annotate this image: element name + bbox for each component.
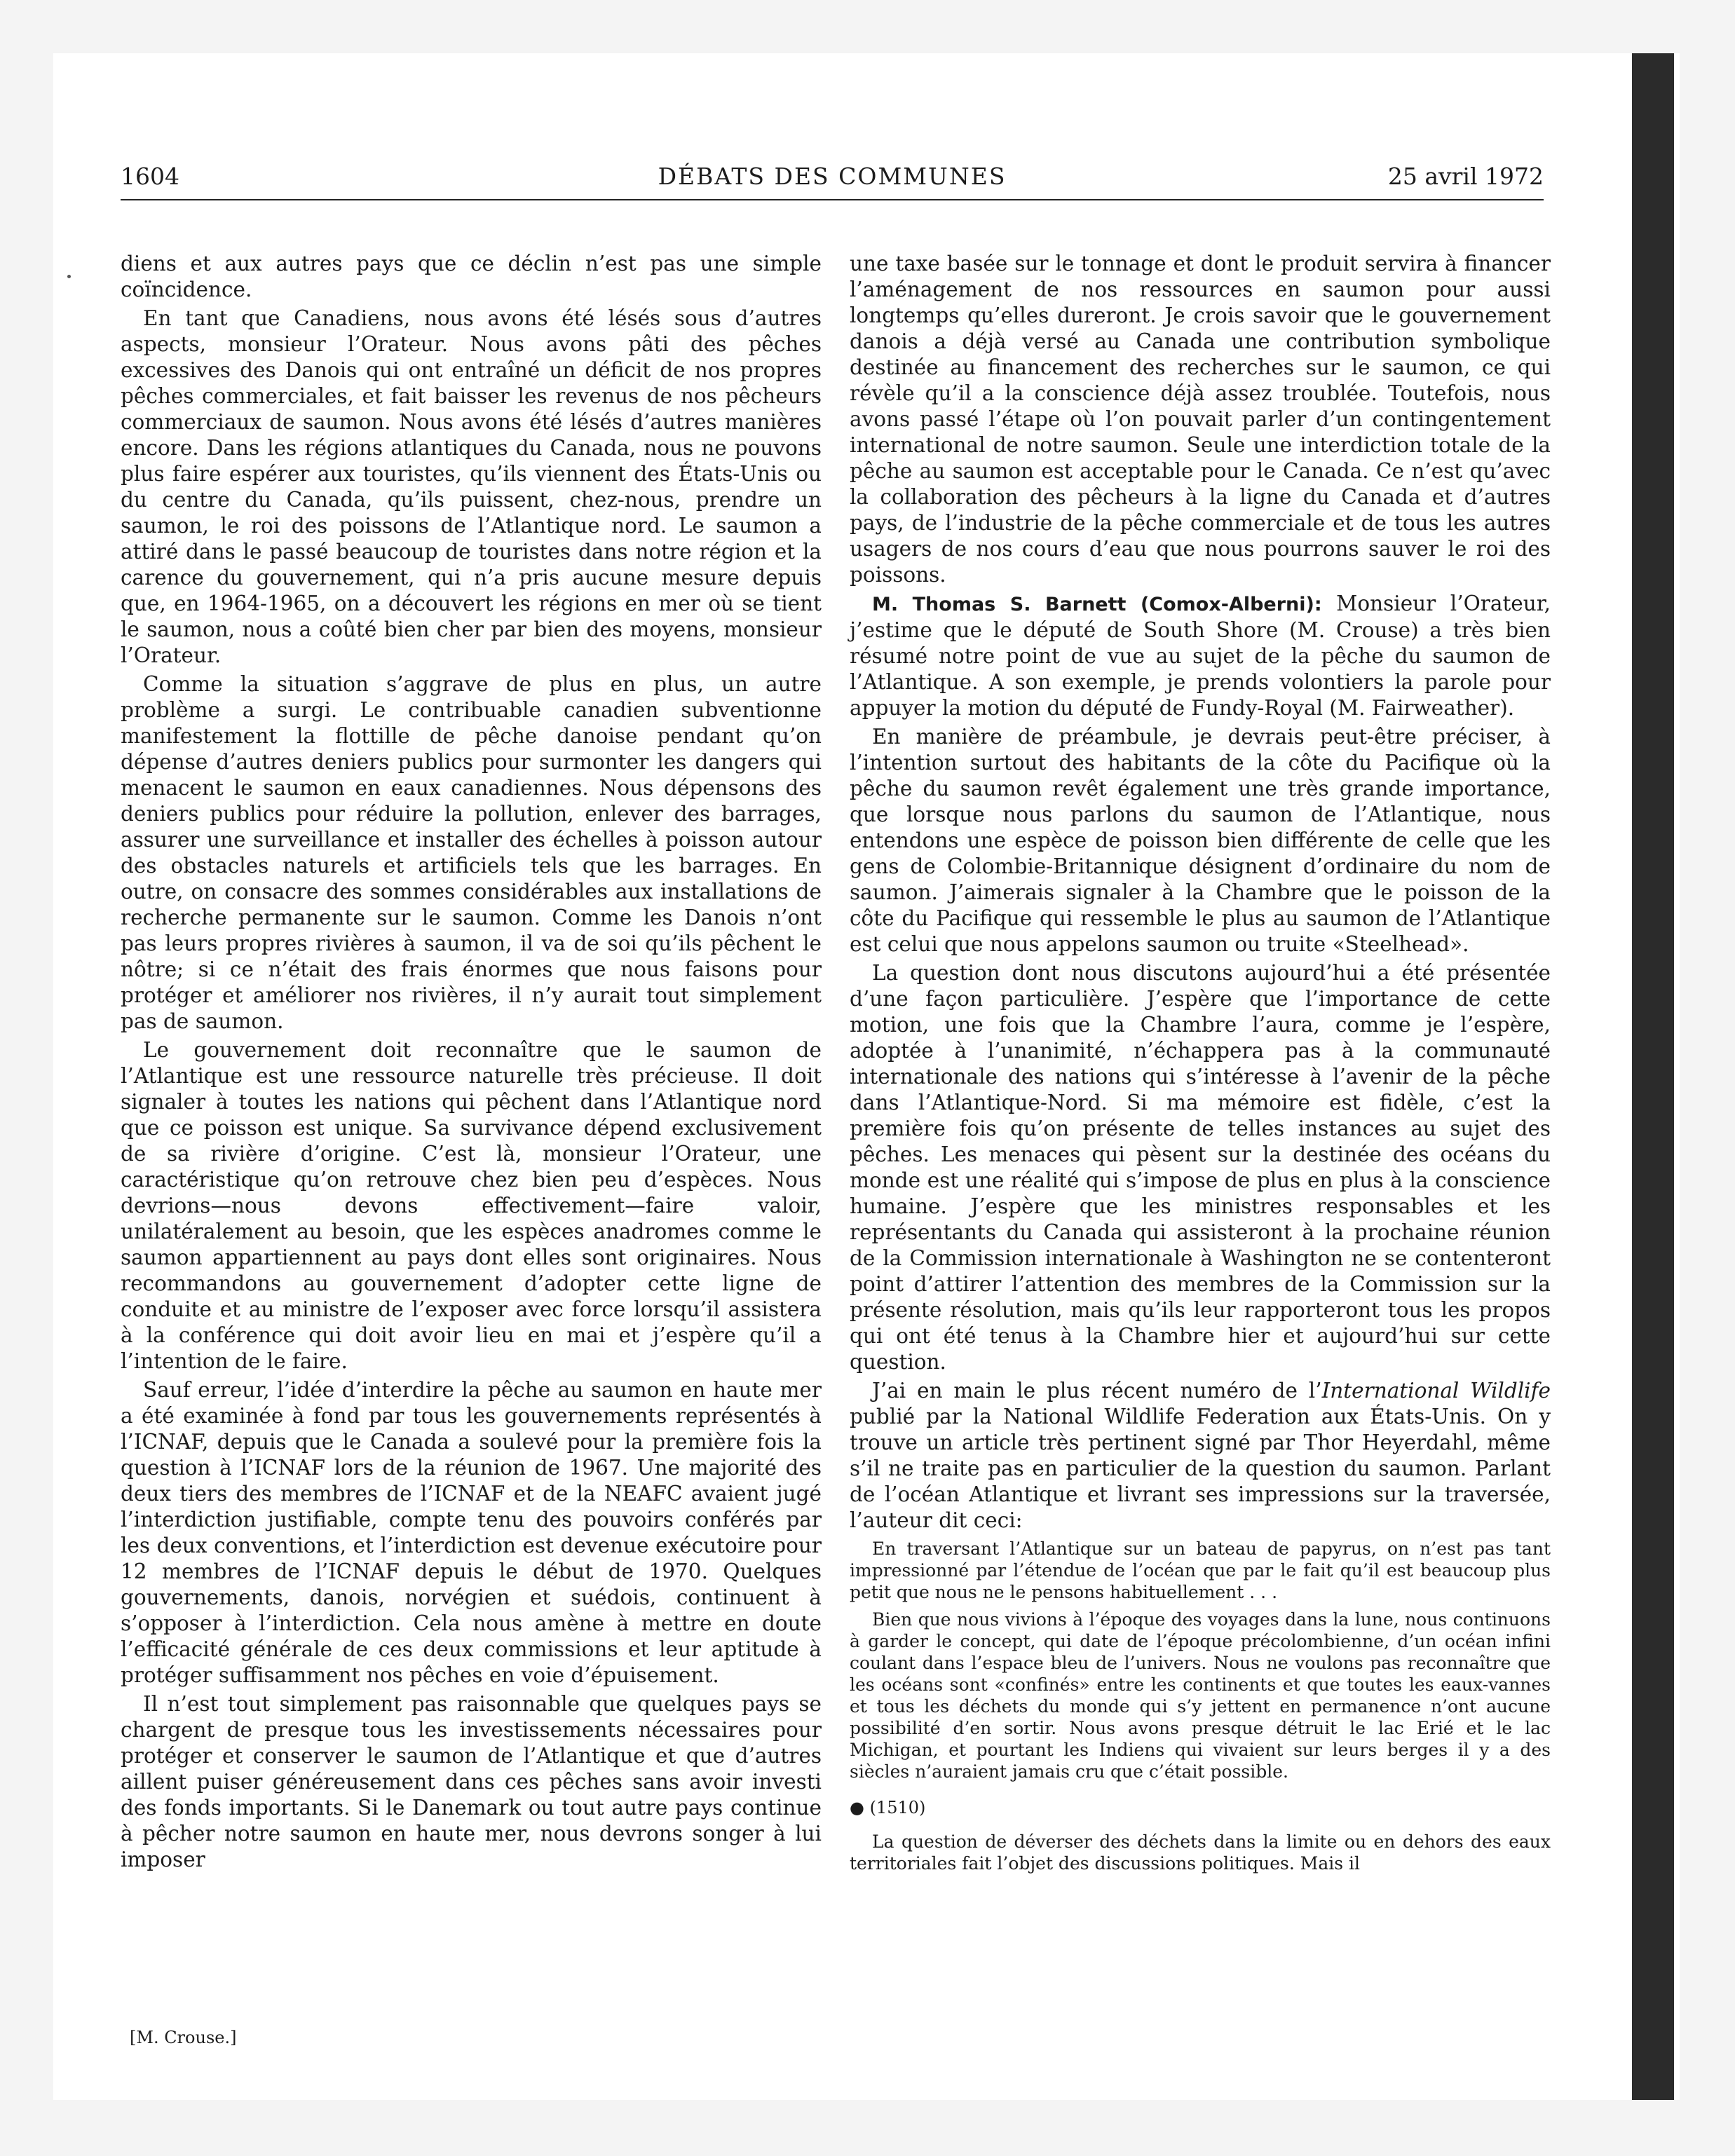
paragraph — [850, 1378, 1551, 1534]
paragraph: La question dont nous discutons aujourd’hui a été présentée d’une façon particulière. J’espère que l’importance de cette motion, une fois que la Chambre l’aura, comme je l’espère, adoptée à l’unanimité, n’échappera pas à la communauté internationale des nations qui s’intéresse à l’avenir de la pêche dans l’Atlantique-Nord. Si ma mémoire est fidèle, c’est la première fois qu’on présente de telles instances au sujet des pêches. Les menaces qui pèsent sur la destinée des océans du monde est une réalité qui s’impose de plus en plus à la conscience humaine. J’espère que les ministres responsables et les représentants du Canada qui assisteront à la prochaine réunion de la Commission internationale à Washington ne se contenteront point d’attirer l’attention des membres de la Commission sur la présente résolution, mais qu’ils leur rapporteront tous les propos qui ont été tenus à la Chambre hier et aujourd’hui sur cette question. — [850, 961, 1551, 1374]
speech-paragraph — [850, 591, 1551, 721]
paragraph: Il n’est tout simplement pas raisonnable que quelques pays se chargent de presque tous les investissements nécessaires pour protéger et conserver le saumon de l’Atlantique et que d’autres aillent puiser généreusement dans ces pêches sans avoir investi des fonds importants. Si le Danemark ou tout autre pays continue à pêcher notre saumon en haute mer, nous devrons songer à lui imposer — [121, 1692, 822, 1871]
paragraph: La question de déverser des déchets dans la limite ou en dehors des eaux territoriales fait l’objet des discussions politiques. Mais il — [850, 1831, 1551, 1874]
paragraph: diens et aux autres pays que ce déclin n’est pas une simple coïncidence. — [121, 252, 822, 301]
right-column — [850, 251, 1551, 1880]
header-date: 25 avril 1972 — [1387, 163, 1544, 190]
paragraph: Comme la situation s’aggrave de plus en plus, un autre problème a surgi. Le contribuable canadien subventionne manifestement la flottille de pêche danoise pendant qu’on dépense d’autres deniers publics pour surmonter les dangers qui menacent le saumon en eaux canadiennes. Nous dépensons des deniers publics pour réduire la pollution, enlever des barrages, assurer une surveillance et installer des échelles à poisson autour des obstacles naturels et artificiels tels que les barrages. En outre, on consacre des sommes considérables aux installations de recherche permanente sur le saumon. Comme les Danois n’ont pas leurs propres rivières à saumon, il va de soi qu’ils pêchent le nôtre; si ce n’était des frais énormes que nous faisons pour protéger et améliorer nos rivières, il n’y aurait tout simplement pas de saumon. — [121, 672, 822, 1033]
paragraph: En tant que Canadiens, nous avons été lésés sous d’autres aspects, monsieur l’Orateur. Nous avons pâti des pêches excessives des Danois qui ont entraîné un déficit de nos propres pêches commerciales, et fait baisser les revenus de nos pêcheurs commerciaux de saumon. Nous avons été lésés d’autres manières encore. Dans les régions atlantiques du Canada, nous ne pouvons plus faire espérer aux touristes, qu’ils viennent des États-Unis ou du centre du Canada, qu’ils puissent, chez-nous, prendre un saumon, le roi des poissons de l’Atlantique nord. Le saumon a attiré dans le passé beaucoup de touristes dans notre région et la carence du gouvernement, qui n’a pris aucune mesure depuis que, en 1964-1965, on a découvert les régions en mer où se tient le saumon, nous a coûté bien cher par bien des moyens, monsieur l’Orateur. — [121, 306, 822, 667]
text-run: J’ai en main le plus récent numéro de l’ — [872, 1379, 1322, 1403]
scan-edge-bar — [1632, 53, 1674, 2100]
page-header — [121, 163, 1544, 200]
speech-text: Monsieur l’Orateur, j’estime que le député de South Shore (M. Crouse) a très bien résumé notre point de vue au sujet de la pêche du saumon de l’Atlantique. A son exemple, je prends volontiers la parole pour appuyer la motion du député de Fundy-Royal (M. Fairweather). — [850, 592, 1551, 720]
paragraph: Sauf erreur, l’idée d’interdire la pêche au saumon en haute mer a été examinée à fond par tous les gouvernements représentés à l’ICNAF, depuis que le Canada a soulevé pour la première fois la question à l’ICNAF lors de la réunion de 1967. Une majorité des deux tiers des membres de l’ICNAF et de la NEAFC avaient jugé l’interdiction justifiable, compte tenu des pouvoirs conférés par les deux conventions, et l’interdiction est devenue exécutoire pour 12 membres de l’ICNAF depuis le début de 1970. Quelques gouvernements, danois, norvégien et suédois, continuent à s’opposer à l’interdiction. Cela nous amène à mettre en doute l’efficacité générale de ces deux commissions et leur aptitude à protéger suffisamment nos pêches en voie d’épuisement. — [121, 1378, 822, 1687]
block-quote: En traversant l’Atlantique sur un bateau de papyrus, on n’est pas tant impressionné par l’étendue de l’océan que par le fait qu’il est beaucoup plus petit que nous ne le pensons habituellement . . . — [850, 1538, 1551, 1602]
left-column — [121, 251, 822, 1876]
publication-title: DÉBATS DES COMMUNES — [658, 163, 1007, 190]
text-run: publié par la National Wildlife Federation aux États-Unis. On y trouve un article très pertinent signé par Thor Heyerdahl, même s’il ne traite pas en particulier de la question du saumon. Parlant de l’océan Atlantique et livrant ses impressions sur la traversée, l’auteur dit ceci: — [850, 1405, 1551, 1532]
speaker-name: M. Thomas S. Barnett (Comox-Alberni): — [872, 594, 1322, 615]
scan-speck — [67, 275, 71, 278]
paragraph: Le gouvernement doit reconnaître que le saumon de l’Atlantique est une ressource naturelle très précieuse. Il doit signaler à toutes les nations qui pêchent dans l’Atlantique nord que ce poisson est unique. Sa survivance dépend exclusivement de sa rivière d’origine. C’est là, monsieur l’Orateur, une caractéristique qu’on retrouve chez bien peu d’espèces. Nous devrions—nous devons effectivement—faire valoir, unilatéralement au besoin, que les espèces anadromes comme le saumon appartiennent au pays dont elles sont originaires. Nous recommandons au gouvernement d’adopter cette ligne de conduite et au ministre de l’exposer avec force lorsqu’il assistera à la conférence qui doit avoir lieu en mai et j’espère qu’il a l’intention de le faire. — [121, 1038, 822, 1373]
paragraph: En manière de préambule, je devrais peut-être préciser, à l’intention surtout des habitants de la côte du Pacifique où la pêche du saumon revêt également une très grande importance, que lorsque nous parlons du saumon de l’Atlantique, nous entendons une espèce de poisson bien différente de celle que les gens de Colombie-Britannique désignent d’ordinaire du nom de saumon. J’aimerais signaler à la Chambre que le poisson de la côte du Pacifique qui ressemble le plus au saumon de l’Atlantique est celui que nous appelons saumon ou truite «Steelhead». — [850, 725, 1551, 956]
page-number: 1604 — [121, 163, 179, 190]
block-quote: Bien que nous vivions à l’époque des voyages dans la lune, nous continuons à garder le concept, qui date de l’époque précolombienne, d’un océan infini coulant dans l’espace bleu de l’univers. Nous ne voulons pas reconnaître que les océans sont «confinés» entre les continents et que toutes les eaux-vannes et tous les déchets du monde qui s’y jettent en permanence n’ont aucune possibilité d’en sortir. Nous avons presque détruit le lac Erié et le lac Michigan, et pourtant les Indiens qui vivaient sur leurs berges il y a des siècles n’auraient jamais cru que c’était possible. — [850, 1609, 1551, 1782]
publication-name: International Wildlife — [1321, 1379, 1551, 1403]
time-marker: ● (1510) — [850, 1798, 926, 1817]
paragraph: une taxe basée sur le tonnage et dont le produit servira à financer l’aménagement de nos ressources en saumon pour aussi longtemps qu’elles dureront. Je crois savoir que le gouvernement danois a déjà versé au Canada une contribution symbolique destinée au financement des recherches sur le saumon, ce qui révèle qu’il a la conscience déjà assez troublée. Toutefois, nous avons passé l’étape où l’on pouvait parler d’un contingentement international de notre saumon. Seule une interdiction totale de la pêche au saumon est acceptable pour le Canada. Ce n’est qu’avec la collaboration des pêcheurs à la ligne du Canada et d’autres pays, de l’industrie de la pêche commerciale et de tous les autres usagers de nos cours d’eau que nous pourrons sauver le roi des poissons. — [850, 252, 1551, 587]
speaker-attribution: [M. Crouse.] — [130, 2028, 237, 2047]
